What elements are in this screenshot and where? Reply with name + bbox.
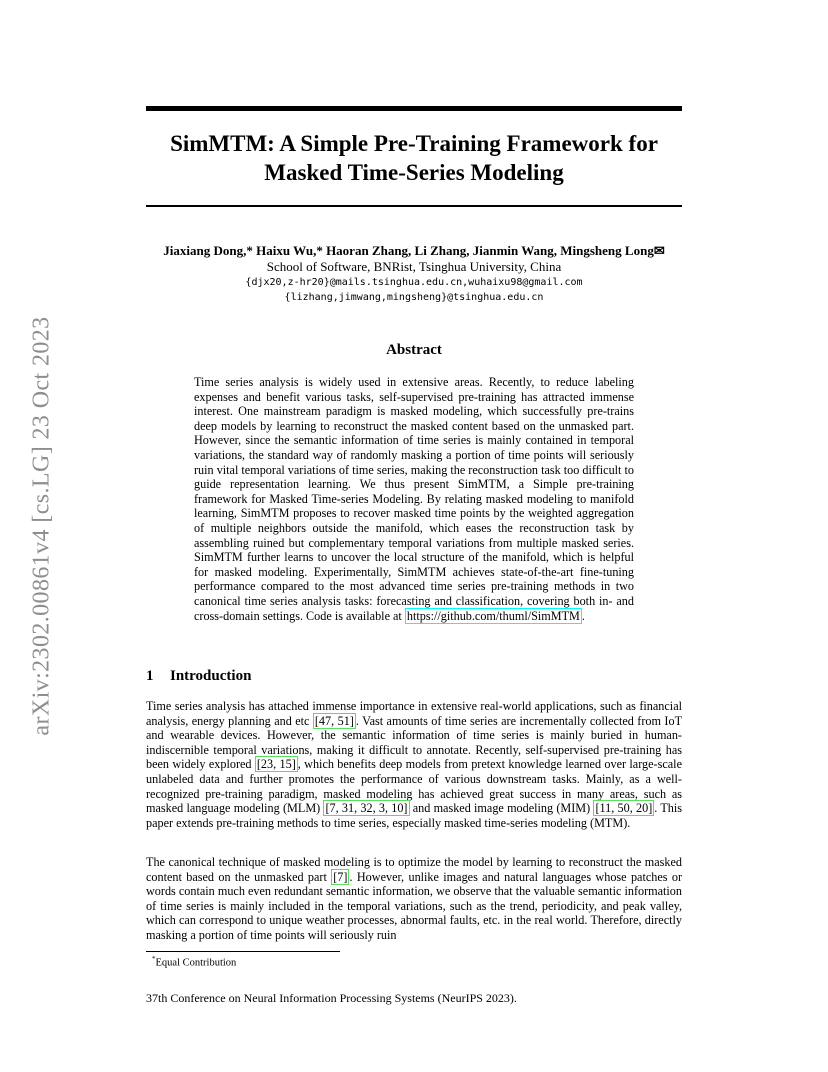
paper-title <box>146 129 682 187</box>
citation-link[interactable]: [7] <box>333 869 348 884</box>
citation-link[interactable]: [11, 50, 20] <box>595 801 653 816</box>
para2-text-2: . However, unlike images and natural languages whose patches or words contain much even redundant semantic information, we observe that the valuable semantic information of time series is mainly included in the temporal variations, such as the trend, periodicity, and peak valley, which can correspond to unique weather processes, abnormal faults, etc. in the real world. Therefore, directly masking a portion of time points will seriously ruin <box>146 869 683 942</box>
abstract-text: Time series analysis is widely used in extensive areas. Recently, to reduce labeling expenses and benefit various tasks, self-supervised pre-training has attracted immense interest. One mainstream paradigm is masked modeling, which successfully pre-trains deep models by learning to reconstruct the masked content based on the unmasked part. However, since the semantic information of time series is mainly contained in temporal variations, the standard way of randomly masking a portion of time points will seriously ruin vital temporal variations of time series, making the reconstruction task too difficult to guide representation learning. We thus present SimMTM, a Simple pre-training framework for Masked Time-series Modeling. By relating masked modeling to manifold learning, SimMTM proposes to recover masked time points by the weighted aggregation of multiple neighbors outside the manifold, which eases the reconstruction task by assembling ruined but complementary temporal variations from multiple masked series. SimMTM further learns to uncover the local structure of the manifold, which is helpful for masked modeling. Experimentally, SimMTM achieves state-of-the-art fine-tuning performance compared to the most advanced time series pre-training methods in two canonical time series analysis tasks: forecasting and classification, covering both in- and cross-domain settings. Code is available at <box>194 375 634 623</box>
title-bottom-rule <box>146 205 682 207</box>
citation-link[interactable]: [7, 31, 32, 3, 10] <box>325 801 408 816</box>
footnote <box>152 953 236 970</box>
intro-paragraph-1 <box>146 699 682 830</box>
para1-text-2: . Vast amounts of time series are incrementally collected from IoT and wearable devices. However, the semantic information of time series is mainly buried in human-indiscernible temporal variations, making it difficult to annotate. Recently, self-supervised pre-training has been widely explored <box>146 713 683 772</box>
section-number: 1 <box>146 668 154 684</box>
email-line-1: {djx20,z-hr20}@mails.tsinghua.edu.cn,wuhaixu98@gmail.com <box>245 277 583 288</box>
para1-text-3: , which benefits deep models from pretext knowledge learned over large-scale unlabeled data and further promotes the performance of various downstream tasks. Mainly, as a well-recognized pre-training paradigm, masked modeling has achieved great success in many areas, such as masked language modeling (MLM) <box>146 757 682 816</box>
para1-text-1: Time series analysis has attached immense importance in extensive real-world applications, such as financial analysis, energy planning and etc <box>146 699 682 728</box>
citation-link[interactable]: [23, 15] <box>256 757 296 772</box>
arxiv-identifier: arXiv:2302.00861v4 [cs.LG] 23 Oct 2023 <box>28 316 55 736</box>
footnote-mark: * <box>152 955 156 963</box>
section-title: Introduction <box>170 668 252 684</box>
title-line-1: SimMTM: A Simple Pre-Training Framework for <box>170 131 658 156</box>
author-list: Jiaxiang Dong,* Haixu Wu,* Haoran Zhang, Li Zhang, Jianmin Wang, Mingsheng Long✉ <box>163 243 665 258</box>
section-heading-introduction <box>146 667 251 685</box>
affiliation: School of Software, BNRist, Tsinghua University, China <box>266 259 562 274</box>
para1-text-4: and masked image modeling (MIM) <box>409 801 594 816</box>
intro-paragraph-2 <box>146 855 682 943</box>
citation-link[interactable]: [47, 51] <box>314 713 354 728</box>
abstract-end: . <box>581 608 585 623</box>
email-line-2: {lizhang,jimwang,mingsheng}@tsinghua.edu.cn <box>284 292 544 303</box>
abstract-body <box>194 375 634 623</box>
abstract-heading: Abstract <box>386 342 442 358</box>
footnote-text: Equal Contribution <box>155 957 237 969</box>
para2-text-1: The canonical technique of masked modeling is to optimize the model by learning to reconstruct the masked content based on the unmasked part <box>146 855 682 884</box>
code-link[interactable]: https://github.com/thuml/SimMTM <box>406 608 580 623</box>
para1-text-5: . This paper extends pre-training methods to time series, especially masked time-series modeling (MTM). <box>146 801 683 830</box>
title-line-2: Masked Time-Series Modeling <box>264 160 564 185</box>
footnote-rule <box>146 951 340 952</box>
title-top-rule <box>146 106 682 111</box>
venue-note: 37th Conference on Neural Information Processing Systems (NeurIPS 2023). <box>146 991 517 1005</box>
